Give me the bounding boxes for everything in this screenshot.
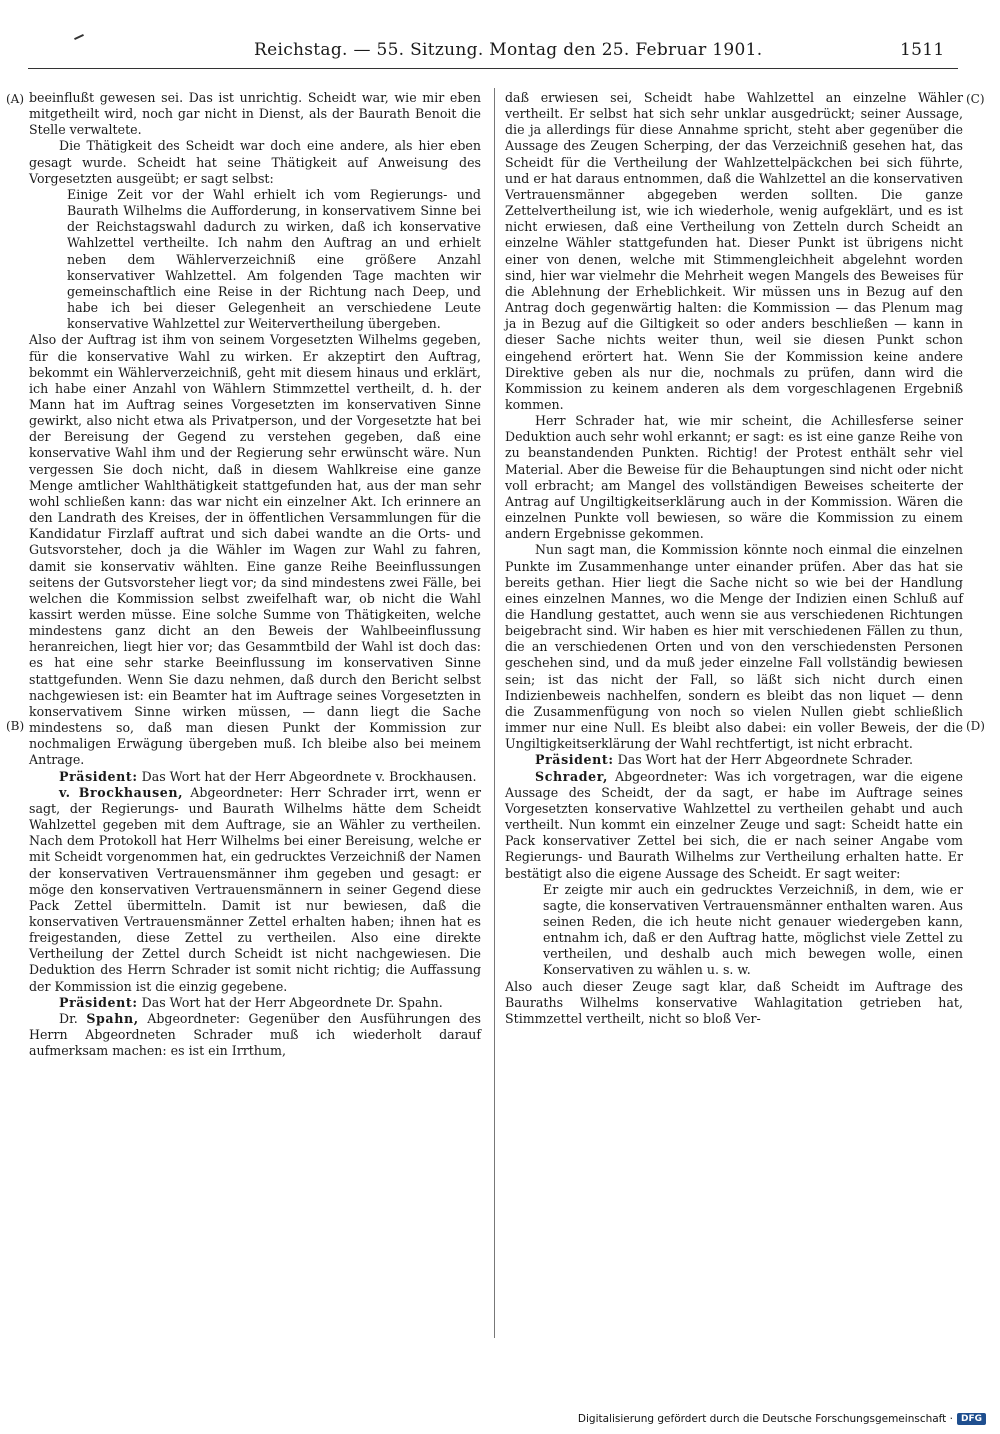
speaker-paragraph [505,769,963,882]
speaker-paragraph [29,1011,481,1059]
speaker-paragraph [29,785,481,995]
speech-text: Abgeordneter: Was ich vorgetragen, war die eigene Aussage des Scheidt, der da sagt, er habe im Auftrage seines Vorgesetzten konservative Wahlzettel zu vertheilen gehabt und auch vertheilt. Nun kommt ein einzelner Zeuge und sagt: Scheidt hatte ein Pack konservativer Zettel bei sich, die er nach seiner Angabe vom Regierungs- und Baurath Wilhelms zur Vertheilung erhalten hatte. Er bestätigt also die eigene Aussage des Scheidt. Er sagt weiter: [505,768,963,881]
paragraph: Die Thätigkeit des Scheidt war doch eine andere, als hier eben gesagt wurde. Scheidt hat seine Thätigkeit auf Anweisung des Vorgesetzten ausgeübt; er sagt selbst: [29,138,481,186]
left-column [29,90,481,1059]
speaker-paragraph [505,752,963,768]
paragraph: daß erwiesen sei, Scheidt habe Wahlzettel an einzelne Wähler vertheilt. Er selbst hat sich sehr unklar ausgedrückt; seiner Aussage, die ja allerdings für diese Annahme spricht, steht aber gegenüber die Aussage des Zeugen Scherping, der das Verzeichniß gesehen hat, das Scheidt für die Vertheilung der Wahlzettelpäckchen bei sich führte, und er hat daraus entnommen, daß die Wahlzettel an die konservativen Vertrauensmänner abgegeben werden sollten. Die ganze Zettelvertheilung ist, wie ich wiederhole, wenig aufgeklärt, und es ist nicht erwiesen, daß eine Vertheilung von Zetteln durch Scheidt an einzelne Wähler stattgefunden hat. Dieser Punkt ist übrigens nicht einer von denen, welche mit Stimmengleichheit abgelehnt worden sind, hier war vielmehr die Mehrheit wegen Mangels des Beweises für die Ablehnung der Erheblichkeit. Wir müssen uns in Bezug auf den Antrag doch gegenwärtig halten: die Kommission — das Plenum mag ja in Bezug auf die Giltigkeit so oder anders beschließen — kann in dieser Sache nichts weiter thun, weil sie diesen Punkt schon eingehend erörtert hat. Wenn Sie der Kommission keine andere Direktive geben als nur die, nochmals zu prüfen, dann wird die Kommission zu keinem anderen als dem vorgeschlagenen Ergebniß kommen. [505,90,963,412]
speaker-paragraph [29,995,481,1011]
margin-mark-a: (A) [6,92,25,106]
dfg-logo: DFG [957,1413,986,1425]
quotation: Einige Zeit vor der Wahl erhielt ich vom Regierungs- und Baurath Wilhelms die Aufforderung, in konservativem Sinne bei der Reichstagswahl dadurch zu wirken, daß ich konservative Wahlzettel vertheilte. Ich nahm den Auftrag an und erhielt neben dem Wählerverzeichniß eine größere Anzahl konservativer Wahlzettel. Am folgenden Tage machten wir gemeinschaftlich eine Reise in der Richtung nach Deep, und habe ich bei dieser Gelegenheit an verschiedene Leute konservative Wahlzettel zur Weitervertheilung übergeben. [67,186,481,332]
speaker-name: Schrader, [535,768,609,784]
speech-text: Das Wort hat der Herr Abgeordnete v. Brockhausen. [141,768,477,784]
right-column [505,90,963,1027]
speech-text: Abgeordneter: Gegenüber den Ausführungen des Herrn Abgeordneten Schrader muß ich wiederholt darauf aufmerksam machen: es ist ein Irrthum, [29,1010,482,1059]
speaker-name: v. Brockhausen, [59,784,184,800]
margin-mark-c: (C) [966,92,985,106]
paragraph: Also auch dieser Zeuge sagt klar, daß Scheidt im Auftrage des Bauraths Wilhelms konservative Wahlagitation getrieben hat, Stimmzettel vertheilt, nicht so bloß Ver- [505,978,963,1026]
speech-text: Das Wort hat der Herr Abgeordnete Dr. Spahn. [141,994,443,1010]
paragraph: Also der Auftrag ist ihm von seinem Vorgesetzten Wilhelms gegeben, für die konservative Wahl zu wirken. Er akzeptirt den Auftrag, bekommt ein Wählerverzeichniß, geht mit diesem hinaus und erklärt, ich habe einer Anzahl von Wählern Stimmzettel vertheilt, d. h. der Mann hat im Auftrag seines Vorgesetzten im konservativen Sinne gewirkt, also nicht etwa als Privatperson, und der Vorgesetzte hat bei der Bereisung der Gegend zu verstehen gegeben, daß eine konservative Wahl ihm und der Regierung sehr erwünscht wäre. Nun vergessen Sie doch nicht, daß in diesem Wahlkreise eine ganze Menge amtlicher Wahlthätigkeit stattgefunden hat, aus der man sehr wohl schließen kann: das war nicht ein einzelner Akt. Ich erinnere an den Landrath des Kreises, der in öffentlichen Versammlungen für die Kandidatur Firzlaff auftrat und sich dabei wandte an die Orts- und Gutsvorsteher, doch ja die Wähler im Wagen zur Wahl zu fahren, damit sie konservativ wählten. Eine ganze Reihe Beeinflussungen seitens der Gutsvorsteher liegt vor; da sind mindestens zwei Fälle, bei welchen die Kommission selbst zweifelhaft war, ob nicht die Wahl kassirt werden müsse. Eine solche Summe von Thätigkeiten, welche mindestens ganz dicht an den Beweis der Wahlbeeinflussung heranreichen, liegt hier vor; das Gesammtbild der Wahl ist doch das: es hat eine sehr starke Beeinflussung im konservativen Sinne stattgefunden. Wenn Sie dazu nehmen, daß durch den Bericht selbst nachgewiesen ist: ein Beamter hat im Auftrage seines Vorgesetzten in konservativem Sinne wirken müssen, — dann liegt die Sache mindestens so, daß man diesen Punkt der Kommission zur nochmaligen Erwägung übergeben muß. Ich bleibe also bei meinem Antrage. [29,332,481,768]
speaker-name: Präsident: [535,752,614,768]
margin-mark-d: (D) [966,719,985,733]
footer-text: Digitalisierung gefördert durch die Deutsche Forschungsgemeinschaft · [577,1413,953,1425]
scan-mark [74,34,84,40]
margin-mark-b: (B) [6,719,25,733]
speaker-title: Dr. [59,1010,78,1026]
running-title: Reichstag. — 55. Sitzung. Montag den 25. Februar 1901. [254,40,763,60]
speaker-name: Präsident: [59,994,138,1010]
speech-text: Das Wort hat der Herr Abgeordnete Schrader. [617,752,914,768]
paragraph: Nun sagt man, die Kommission könnte noch einmal die einzelnen Punkte im Zusammenhange unter einander prüfen. Aber das hat sie bereits gethan. Hier liegt die Sache nicht so wie bei der Handlung eines einzelnen Mannes, wo die Menge der Indizien einen Schluß auf die Handlung gestattet, auch wenn sie aus verschiedenen Richtungen beigebracht sind. Wir haben es hier mit verschiedenen Fällen zu thun, die an verschiedenen Orten und von den verschiedensten Personen geschehen sind, und da muß jeder einzelne Fall vollständig bewiesen sein; ist das nicht der Fall, so läßt sich nicht durch einen Indizienbeweis nachhelfen, sondern es bleibt das non liquet — denn die Zusammenfügung von noch so vielen Nullen giebt schließlich immer nur eine Null. Es bleibt also dabei: ein voller Beweis, der die Ungiltigkeitserklärung der Wahl rechtfertigt, ist nicht erbracht. [505,542,963,752]
digitization-footer [578,1413,986,1425]
paragraph: Herr Schrader hat, wie mir scheint, die Achillesferse seiner Deduktion auch sehr wohl erkannt; er sagt: es ist eine ganze Reihe von zu beanstandenden Punkten. Richtig! der Protest enthält sehr viel Material. Aber die Beweise für die Behauptungen sind nicht oder nicht voll erbracht; am Mangel des vollständigen Beweises scheiterte der Antrag auf Ungiltigkeitserklärung auch in der Kommission. Wären die einzelnen Punkte voll bewiesen, so wäre die Kommission zu einem andern Ergebnisse gekommen. [505,413,963,542]
speaker-paragraph [29,769,481,785]
quotation: Er zeigte mir auch ein gedrucktes Verzeichniß, in dem, wie er sagte, die konservativen Vertrauensmänner enthalten waren. Aus seinen Reden, die ich heute nicht genauer wiedergeben kann, entnahm ich, daß er den Auftrag hatte, möglichst viele Zettel zu vertheilen, und deshalb auch mich bewegen wolle, einen Konservativen zu wählen u. s. w. [543,881,963,978]
speaker-name: Spahn, [86,1010,139,1026]
speaker-name: Präsident: [59,768,138,784]
paragraph: beeinflußt gewesen sei. Das ist unrichtig. Scheidt war, wie mir eben mitgetheilt wird, noch gar nicht in Dienst, als der Baurath Benoit die Stelle verwaltete. [29,90,481,138]
header-rule [28,68,958,69]
speech-text: Abgeordneter: Herr Schrader irrt, wenn er sagt, der Regierungs- und Baurath Wilhelms hätte dem Scheidt Wahlzettel gegeben mit dem Auftrage, sie an Wähler zu vertheilen. Nach dem Protokoll hat Herr Wilhelms bei einer Bereisung, welche er mit Scheidt vorgenommen hat, ein gedrucktes Verzeichniß der Namen der konservativen Vertrauensmänner ihm gegeben und gesagt: er möge den konservativen Vertrauensmännern in seiner Gegend diese Pack Zettel übermitteln. Damit ist nur bewiesen, daß die konservativen Vertrauensmänner Zettel erhalten haben; ihnen hat es freigestanden, diese Zettel zu vertheilen. Also eine direkte Vertheilung der Zettel durch Scheidt ist nicht nachgewiesen. Die Deduktion des Herrn Schrader ist somit nicht richtig; die Auffassung der Kommission ist die einzig gegebene. [29,784,481,994]
page-number: 1511 [900,40,945,60]
column-divider [494,88,495,1338]
page-header [254,40,954,60]
